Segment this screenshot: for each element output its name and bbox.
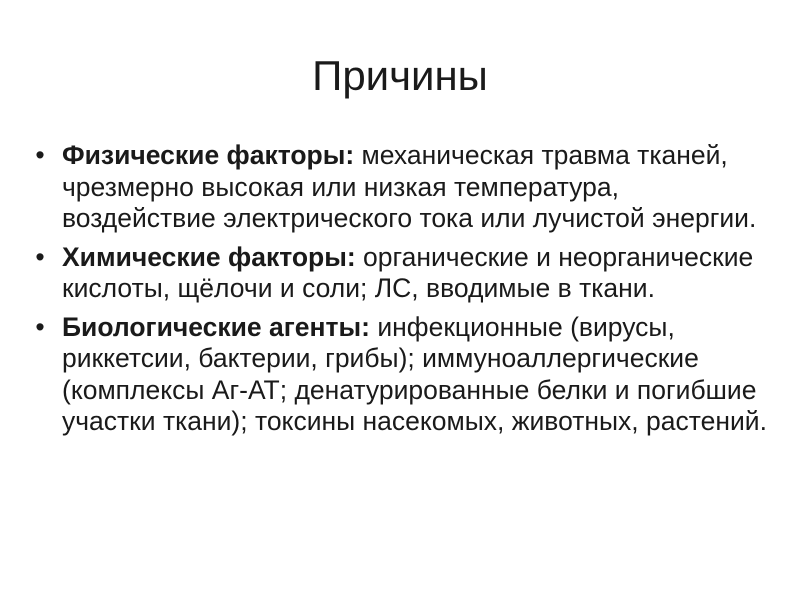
bullet-term: Биологические агенты:	[62, 311, 370, 342]
bullet-text: органические и неорганические кислоты, щёлочи и соли; ЛС, вводимые в ткани.	[62, 241, 754, 303]
bullet-term: Физические факторы:	[62, 140, 355, 170]
bullet-item-physical	[30, 140, 775, 235]
bullet-term: Химические факторы:	[62, 241, 356, 272]
bullet-icon: •	[35, 311, 45, 342]
bullet-text: инфекционные (вирусы, риккетсии, бактерии, грибы); иммуноаллергические (комплексы Аг-АТ; денатурированные белки и погибшие участки ткани); токсины насекомых, животных, растений.	[62, 311, 767, 436]
bullet-text: механическая травма тканей, чрезмерно высокая или низкая температура, воздействие электрического тока или лучистой энергии.	[62, 140, 757, 233]
bullet-icon: •	[35, 140, 45, 170]
slide-title: Причины	[312, 52, 488, 99]
bullet-item-chemical	[30, 242, 775, 305]
bullet-list	[30, 140, 775, 445]
bullet-item-biological	[30, 312, 775, 438]
bullet-icon: •	[35, 241, 45, 272]
